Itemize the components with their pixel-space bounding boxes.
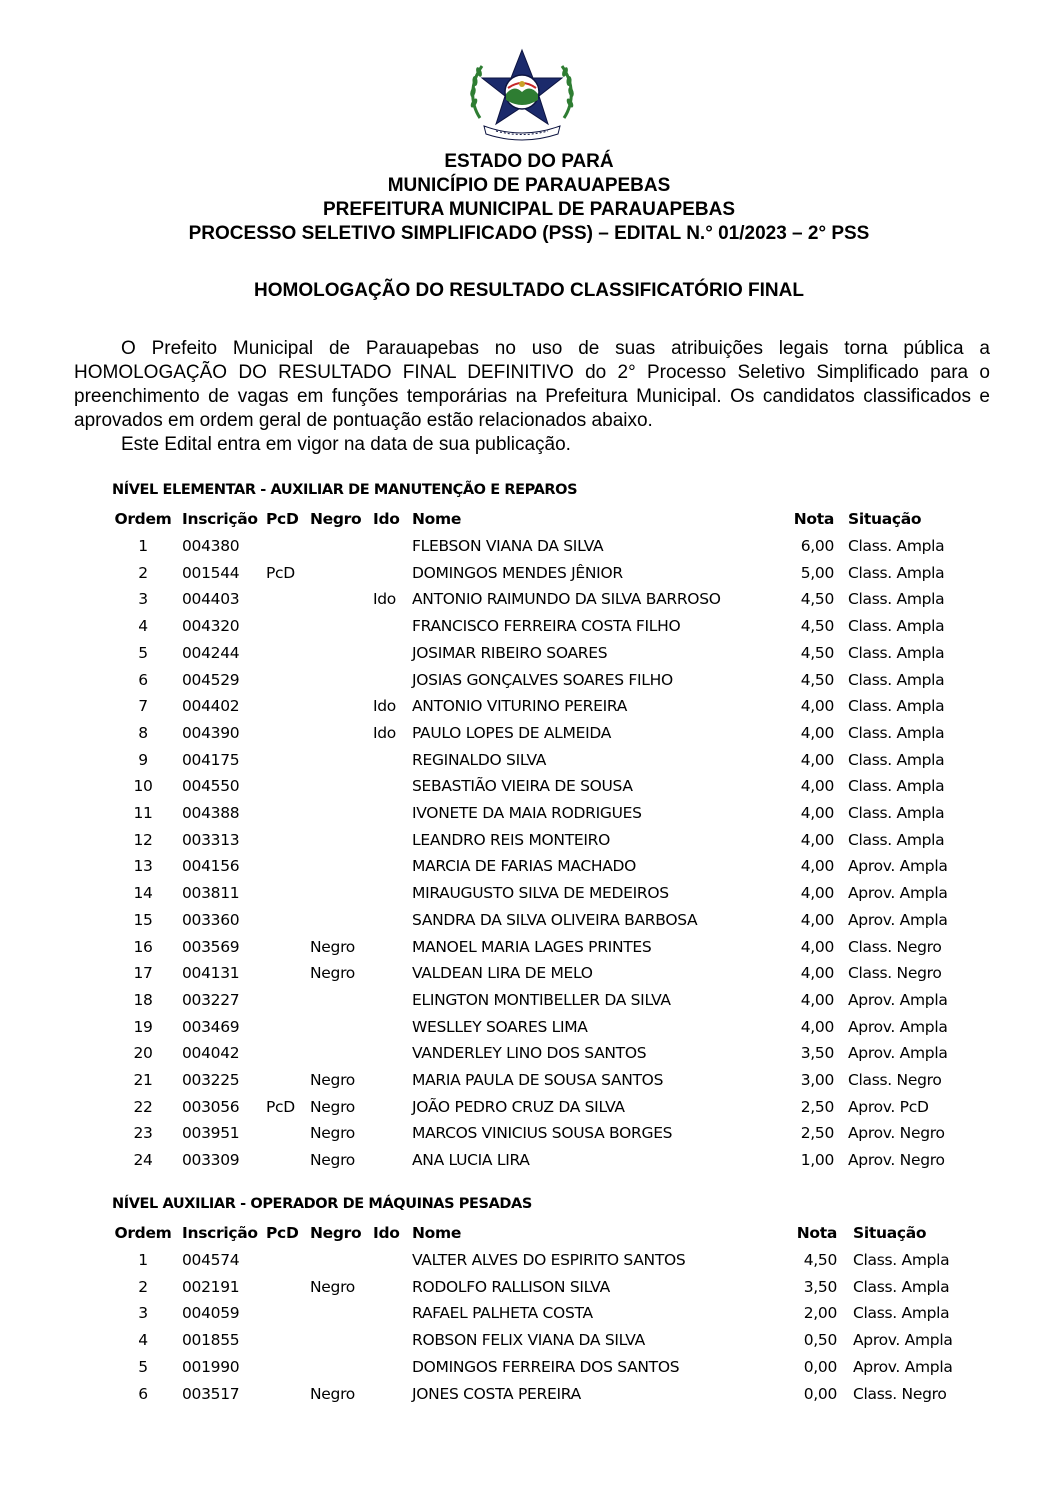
cell-negro: Negro: [310, 1124, 355, 1143]
cell-nota: 0,00: [803, 1384, 837, 1403]
col-ordem: Ordem: [114, 510, 172, 528]
cell-ordem: 15: [133, 910, 153, 929]
cell-ordem: 18: [133, 990, 153, 1009]
cell-situacao: Class. Ampla: [848, 804, 945, 822]
cell-nota: 0,50: [803, 1331, 837, 1350]
cell-ordem: 20: [133, 1044, 153, 1063]
cell-inscricao: 004131: [182, 964, 240, 983]
cell-inscricao: 004390: [182, 723, 240, 742]
cell-ordem: 5: [138, 1357, 148, 1376]
cell-nome: ANTONIO VITURINO PEREIRA: [412, 697, 628, 716]
cell-negro: Negro: [310, 964, 355, 983]
cell-ordem: 23: [133, 1124, 153, 1143]
cell-ordem: 24: [133, 1151, 153, 1170]
cell-nome: FRANCISCO FERREIRA COSTA FILHO: [412, 617, 681, 636]
cell-inscricao: 002191: [182, 1277, 240, 1296]
cell-nome: ROBSON FELIX VIANA DA SILVA: [412, 1331, 645, 1350]
cell-nota: 4,00: [800, 1017, 834, 1036]
cell-inscricao: 003313: [182, 830, 240, 849]
cell-situacao: Class. Ampla: [848, 537, 945, 555]
col-nota: Nota: [793, 510, 834, 528]
col-nota: Nota: [796, 1224, 837, 1242]
cell-nota: 4,00: [800, 697, 834, 716]
cell-inscricao: 003227: [182, 990, 240, 1009]
cell-nota: 4,00: [800, 857, 834, 876]
cell-nota: 4,50: [800, 617, 834, 636]
cell-ordem: 22: [133, 1097, 153, 1116]
cell-inscricao: 003469: [182, 1017, 240, 1036]
cell-situacao: Class. Negro: [848, 937, 942, 956]
cell-inscricao: 004059: [182, 1304, 240, 1323]
cell-ordem: 5: [138, 643, 148, 662]
table-row: [0, 1094, 1058, 1120]
table-row: [0, 800, 1058, 826]
cell-inscricao: 004574: [182, 1251, 240, 1269]
cell-nome: WESLLEY SOARES LIMA: [412, 1017, 588, 1036]
cell-ordem: 13: [133, 857, 153, 876]
cell-inscricao: 004156: [182, 857, 240, 876]
col-ido: Ido: [373, 1224, 400, 1242]
cell-pcd: PcD: [266, 563, 295, 582]
cell-situacao: Class. Ampla: [853, 1304, 950, 1323]
table-row: [0, 960, 1058, 986]
table-row: [0, 934, 1058, 960]
cell-situacao: Aprov. Ampla: [848, 910, 948, 929]
col-pcd: PcD: [266, 510, 299, 528]
cell-situacao: Class. Negro: [848, 1071, 942, 1089]
cell-ordem: 4: [138, 1331, 148, 1350]
cell-nota: 4,00: [800, 804, 834, 822]
cell-situacao: Class. Ampla: [853, 1277, 950, 1296]
cell-situacao: Class. Ampla: [848, 723, 945, 742]
cell-situacao: Class. Ampla: [848, 617, 945, 636]
cell-inscricao: 003225: [182, 1071, 240, 1089]
cell-inscricao: 004380: [182, 537, 240, 555]
cell-ordem: 3: [138, 1304, 148, 1323]
cell-situacao: Aprov. Ampla: [848, 884, 948, 903]
table-row: [0, 667, 1058, 693]
table-row: [0, 1274, 1058, 1300]
cell-nome: SANDRA DA SILVA OLIVEIRA BARBOSA: [412, 910, 698, 929]
table-row: [0, 613, 1058, 639]
table-row: [0, 827, 1058, 853]
cell-nome: VALTER ALVES DO ESPIRITO SANTOS: [412, 1251, 686, 1269]
cell-ordem: 6: [138, 1384, 148, 1403]
cell-situacao: Aprov. Ampla: [853, 1331, 953, 1350]
table-header: [0, 1220, 1058, 1246]
cell-ordem: 19: [133, 1017, 153, 1036]
cell-nota: 2,00: [803, 1304, 837, 1323]
cell-ido: Ido: [373, 590, 396, 609]
cell-ordem: 12: [133, 830, 153, 849]
cell-ido: Ido: [373, 697, 396, 716]
table-row: [0, 693, 1058, 719]
table-header: [0, 506, 1058, 532]
cell-inscricao: 004402: [182, 697, 240, 716]
cell-negro: Negro: [310, 937, 355, 956]
cell-situacao: Aprov. Ampla: [848, 1017, 948, 1036]
section-title-elementar: NÍVEL ELEMENTAR - AUXILIAR DE MANUTENÇÃO E REPAROS: [112, 482, 578, 498]
cell-inscricao: 003056: [182, 1097, 240, 1116]
cell-nome: DOMINGOS MENDES JÊNIOR: [412, 563, 623, 582]
cell-nota: 4,00: [800, 964, 834, 983]
cell-ordem: 7: [138, 697, 148, 716]
cell-situacao: Class. Negro: [848, 964, 942, 983]
cell-negro: Negro: [310, 1384, 355, 1403]
cell-situacao: Class. Ampla: [848, 750, 945, 769]
cell-nota: 4,00: [800, 750, 834, 769]
cell-inscricao: 004388: [182, 804, 240, 822]
cell-situacao: Aprov. Ampla: [853, 1357, 953, 1376]
header-prefecture: PREFEITURA MUNICIPAL DE PARAUAPEBAS: [322, 199, 736, 220]
table-row: [0, 1147, 1058, 1173]
cell-ordem: 14: [133, 884, 153, 903]
cell-nome: JOÃO PEDRO CRUZ DA SILVA: [412, 1097, 625, 1116]
col-ido: Ido: [373, 510, 400, 528]
cell-situacao: Aprov. Negro: [848, 1151, 945, 1170]
table-row: [0, 1327, 1058, 1353]
cell-ordem: 11: [133, 804, 153, 822]
cell-inscricao: 003517: [182, 1384, 240, 1403]
cell-situacao: Class. Ampla: [848, 697, 945, 716]
cell-nome: JOSIMAR RIBEIRO SOARES: [412, 643, 608, 662]
cell-inscricao: 003309: [182, 1151, 240, 1170]
cell-nota: 4,00: [800, 777, 834, 796]
section-title-auxiliar: NÍVEL AUXILIAR - OPERADOR DE MÁQUINAS PESADAS: [112, 1196, 532, 1212]
col-ordem: Ordem: [114, 1224, 172, 1242]
document-subtitle: HOMOLOGAÇÃO DO RESULTADO CLASSIFICATÓRIO FINAL: [254, 280, 804, 301]
cell-nota: 4,50: [803, 1251, 837, 1269]
cell-ordem: 2: [138, 1277, 148, 1296]
effective-paragraph: Este Edital entra em vigor na data de sua publicação.: [121, 434, 571, 455]
intro-paragraph: O Prefeito Municipal de Parauapebas no uso de suas atribuições legais torna pública a HOMOLOGAÇÃO DO RESULTADO FINAL DEFINITIVO do 2° Processo Seletivo Simplificado para o preenchimento de vagas em funções temporárias na Prefeitura Municipal. Os candidatos classificados e aprovados em ordem geral de pontuação estão relacionados abaixo.: [74, 338, 990, 431]
table-row: [0, 853, 1058, 879]
col-pcd: PcD: [266, 1224, 299, 1242]
table-row: [0, 1300, 1058, 1326]
cell-ido: Ido: [373, 723, 396, 742]
table-row: [0, 773, 1058, 799]
cell-nome: ANA LUCIA LIRA: [412, 1151, 530, 1170]
cell-nome: MIRAUGUSTO SILVA DE MEDEIROS: [412, 884, 669, 903]
cell-inscricao: 003569: [182, 937, 240, 956]
table-row: [0, 640, 1058, 666]
col-negro: Negro: [310, 510, 362, 528]
cell-inscricao: 004244: [182, 643, 240, 662]
header-process: PROCESSO SELETIVO SIMPLIFICADO (PSS) – EDITAL N.° 01/2023 – 2° PSS: [188, 223, 870, 244]
cell-inscricao: 001855: [182, 1331, 240, 1350]
cell-situacao: Aprov. Ampla: [848, 857, 948, 876]
table-row: [0, 1067, 1058, 1093]
table-row: [0, 747, 1058, 773]
cell-nota: 4,00: [800, 723, 834, 742]
table-row: [0, 987, 1058, 1013]
table-row: [0, 1354, 1058, 1380]
cell-situacao: Class. Ampla: [848, 777, 945, 796]
cell-nome: MARCIA DE FARIAS MACHADO: [412, 857, 637, 876]
cell-pcd: PcD: [266, 1097, 295, 1116]
cell-nome: PAULO LOPES DE ALMEIDA: [412, 723, 612, 742]
cell-nome: MARIA PAULA DE SOUSA SANTOS: [412, 1071, 664, 1089]
cell-nota: 4,50: [800, 643, 834, 662]
table-row: [0, 533, 1058, 559]
cell-nota: 0,00: [803, 1357, 837, 1376]
cell-nome: VANDERLEY LINO DOS SANTOS: [412, 1044, 647, 1063]
cell-ordem: 1: [138, 1251, 148, 1269]
cell-situacao: Class. Ampla: [848, 563, 945, 582]
cell-inscricao: 004175: [182, 750, 240, 769]
cell-inscricao: 004320: [182, 617, 240, 636]
cell-situacao: Class. Ampla: [848, 643, 945, 662]
cell-situacao: Class. Ampla: [848, 590, 945, 609]
table-row: [0, 1247, 1058, 1273]
col-nome: Nome: [412, 510, 462, 528]
cell-negro: Negro: [310, 1151, 355, 1170]
cell-nome: IVONETE DA MAIA RODRIGUES: [412, 804, 642, 822]
cell-inscricao: 004529: [182, 670, 240, 689]
cell-nota: 2,50: [800, 1097, 834, 1116]
cell-nome: SEBASTIÃO VIEIRA DE SOUSA: [412, 777, 633, 796]
table-row: [0, 1120, 1058, 1146]
table-row: [0, 560, 1058, 586]
cell-inscricao: 001544: [182, 563, 240, 582]
cell-nome: JOSIAS GONÇALVES SOARES FILHO: [412, 670, 673, 689]
cell-nota: 4,00: [800, 937, 834, 956]
cell-situacao: Class. Ampla: [848, 670, 945, 689]
cell-ordem: 9: [138, 750, 148, 769]
col-situacao: Situação: [853, 1224, 927, 1242]
cell-nome: RODOLFO RALLISON SILVA: [412, 1277, 610, 1296]
table-row: [0, 586, 1058, 612]
col-nome: Nome: [412, 1224, 462, 1242]
cell-situacao: Aprov. Negro: [848, 1124, 945, 1143]
cell-nota: 3,50: [800, 1044, 834, 1063]
header-state: ESTADO DO PARÁ: [444, 151, 614, 172]
cell-ordem: 1: [138, 537, 148, 555]
cell-negro: Negro: [310, 1277, 355, 1296]
cell-nota: 4,50: [800, 670, 834, 689]
cell-nota: 5,00: [800, 563, 834, 582]
cell-nota: 4,50: [800, 590, 834, 609]
cell-ordem: 2: [138, 563, 148, 582]
cell-inscricao: 003360: [182, 910, 240, 929]
cell-nome: ELINGTON MONTIBELLER DA SILVA: [412, 990, 671, 1009]
cell-ordem: 6: [138, 670, 148, 689]
cell-nome: ANTONIO RAIMUNDO DA SILVA BARROSO: [412, 590, 721, 609]
col-situacao: Situação: [848, 510, 922, 528]
cell-inscricao: 004042: [182, 1044, 240, 1063]
cell-nome: JONES COSTA PEREIRA: [412, 1384, 581, 1403]
municipal-crest-icon: [462, 48, 582, 144]
cell-nota: 4,00: [800, 990, 834, 1009]
cell-situacao: Class. Ampla: [853, 1251, 950, 1269]
table-row: [0, 907, 1058, 933]
cell-nota: 3,00: [800, 1071, 834, 1089]
cell-nota: 3,50: [803, 1277, 837, 1296]
cell-ordem: 4: [138, 617, 148, 636]
cell-nome: REGINALDO SILVA: [412, 750, 547, 769]
cell-nota: 1,00: [800, 1151, 834, 1170]
cell-nota: 6,00: [800, 537, 834, 555]
cell-inscricao: 003811: [182, 884, 240, 903]
cell-ordem: 3: [138, 590, 148, 609]
cell-nota: 4,00: [800, 830, 834, 849]
cell-nome: MANOEL MARIA LAGES PRINTES: [412, 937, 652, 956]
col-inscricao: Inscrição: [182, 1224, 258, 1242]
cell-situacao: Aprov. Ampla: [848, 990, 948, 1009]
table-row: [0, 720, 1058, 746]
cell-nome: VALDEAN LIRA DE MELO: [412, 964, 593, 983]
cell-ordem: 17: [133, 964, 153, 983]
cell-inscricao: 004550: [182, 777, 240, 796]
cell-nome: FLEBSON VIANA DA SILVA: [412, 537, 604, 555]
cell-nota: 2,50: [800, 1124, 834, 1143]
cell-inscricao: 003951: [182, 1124, 240, 1143]
cell-nome: RAFAEL PALHETA COSTA: [412, 1304, 593, 1323]
cell-situacao: Class. Ampla: [848, 830, 945, 849]
cell-inscricao: 001990: [182, 1357, 240, 1376]
cell-situacao: Aprov. PcD: [848, 1097, 929, 1116]
cell-nome: MARCOS VINICIUS SOUSA BORGES: [412, 1124, 673, 1143]
cell-situacao: Class. Negro: [853, 1384, 947, 1403]
cell-ordem: 21: [133, 1071, 153, 1089]
cell-ordem: 16: [133, 937, 153, 956]
table-row: [0, 1381, 1058, 1407]
cell-ordem: 8: [138, 723, 148, 742]
col-negro: Negro: [310, 1224, 362, 1242]
col-inscricao: Inscrição: [182, 510, 258, 528]
table-row: [0, 1014, 1058, 1040]
cell-negro: Negro: [310, 1071, 355, 1089]
cell-nome: DOMINGOS FERREIRA DOS SANTOS: [412, 1357, 680, 1376]
table-row: [0, 880, 1058, 906]
cell-situacao: Aprov. Ampla: [848, 1044, 948, 1063]
cell-nota: 4,00: [800, 884, 834, 903]
cell-ordem: 10: [133, 777, 153, 796]
cell-inscricao: 004403: [182, 590, 240, 609]
table-row: [0, 1040, 1058, 1066]
header-municipality: MUNICÍPIO DE PARAUAPEBAS: [387, 175, 671, 196]
cell-negro: Negro: [310, 1097, 355, 1116]
cell-nota: 4,00: [800, 910, 834, 929]
cell-nome: LEANDRO REIS MONTEIRO: [412, 830, 611, 849]
